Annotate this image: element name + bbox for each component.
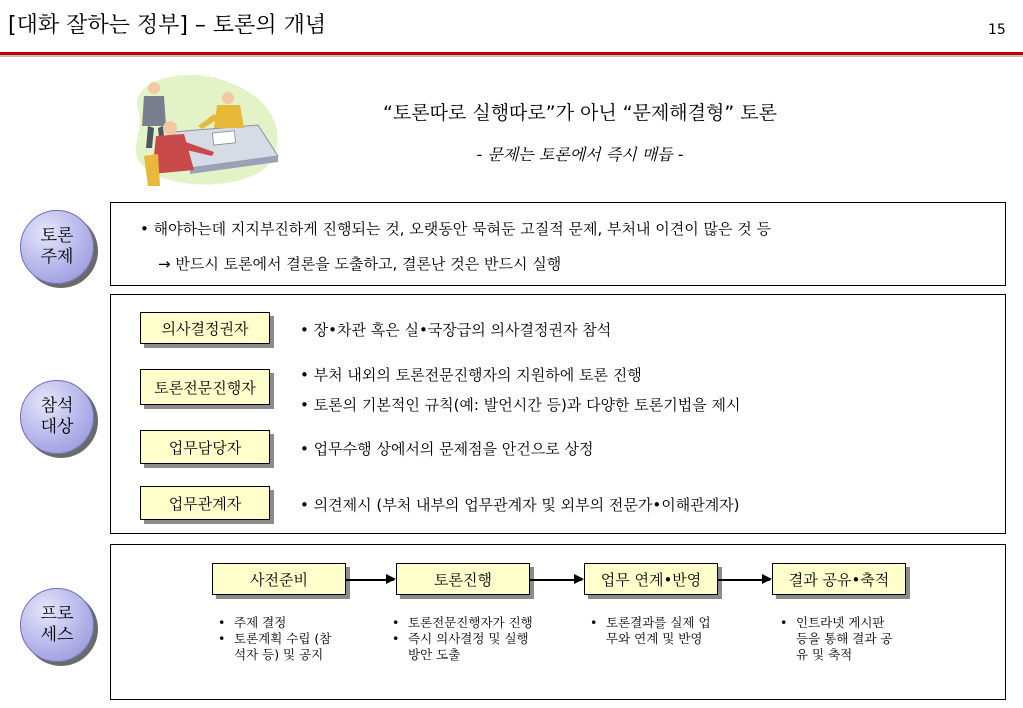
list-item: • 토론계획 수립 (참석자 등) 및 공지 bbox=[218, 631, 338, 663]
role-point-text: 토론의 기본적인 규칙(예: 발언시간 등)과 다양한 토론기법을 제시 bbox=[313, 396, 741, 414]
process-arrow bbox=[718, 579, 770, 581]
page-number: 15 bbox=[988, 22, 1006, 38]
list-item: • 주제 결정 bbox=[218, 615, 338, 631]
role-facilitator: 토론전문진행자 bbox=[140, 369, 270, 405]
participants-label-line2: 대상 bbox=[40, 417, 74, 437]
header-rule-shadow bbox=[0, 55, 1023, 57]
process-step-discuss-items bbox=[392, 615, 538, 663]
process-label-line1: 프로 bbox=[40, 604, 74, 624]
topic-label-line2: 주제 bbox=[40, 247, 74, 267]
role-stakeholder: 업무관계자 bbox=[140, 486, 270, 520]
list-item: • 토론전문진행자가 진행 bbox=[392, 615, 538, 631]
process-step-discuss: 토론진행 bbox=[396, 563, 530, 595]
role-facilitator-point-2: • 토론의 기본적인 규칙(예: 발언시간 등)과 다양한 토론기법을 제시 bbox=[300, 396, 741, 414]
process-arrow bbox=[346, 579, 394, 581]
role-decision-maker: 의사결정권자 bbox=[140, 312, 270, 344]
role-staff-point: • 업무수행 상에서의 문제점을 안건으로 상정 bbox=[300, 440, 594, 458]
process-label-line2: 세스 bbox=[40, 625, 74, 645]
list-item: • 즉시 의사결정 및 실행방안 도출 bbox=[392, 631, 538, 663]
topic-circle-label bbox=[20, 210, 94, 284]
process-step-prepare-items bbox=[218, 615, 338, 663]
role-point-text: 의견제시 (부처 내부의 업무관계자 및 외부의 전문가•이해관계자) bbox=[313, 496, 740, 514]
topic-bullet bbox=[140, 218, 771, 239]
topic-label-line1: 토론 bbox=[40, 226, 74, 246]
role-point-text: 업무수행 상에서의 문제점을 안건으로 상정 bbox=[313, 440, 594, 458]
list-item: • 토론결과를 실제 업무와 연계 및 반영 bbox=[590, 615, 718, 647]
process-circle-label bbox=[20, 588, 94, 662]
process-step-apply: 업무 연계•반영 bbox=[584, 563, 718, 595]
list-item: • 인트라넷 게시판 등을 통해 결과 공유 및 축적 bbox=[780, 615, 900, 663]
topic-arrow-line: → 반드시 토론에서 결론을 도출하고, 결론난 것은 반드시 실행 bbox=[158, 255, 562, 273]
role-stakeholder-point: • 의견제시 (부처 내부의 업무관계자 및 외부의 전문가•이해관계자) bbox=[300, 496, 740, 514]
role-point-text: 장•차관 혹은 실•국장급의 의사결정권자 참석 bbox=[313, 321, 612, 339]
role-decision-maker-point: • 장•차관 혹은 실•국장급의 의사결정권자 참석 bbox=[300, 321, 612, 339]
participants-label-line1: 참석 bbox=[40, 396, 74, 416]
intro-subline: - 문제는 토론에서 즉시 매듭 - bbox=[476, 145, 684, 164]
role-point-text: 부처 내외의 토론전문진행자의 지원하에 토론 진행 bbox=[313, 366, 642, 384]
intro-headline: “토론따로 실행따로”가 아닌 “문제해결형” 토론 bbox=[383, 102, 777, 124]
meeting-clipart-illustration bbox=[118, 70, 283, 190]
page-title: [대화 잘하는 정부] – 토론의 개념 bbox=[8, 13, 327, 38]
process-arrow bbox=[530, 579, 582, 581]
process-step-share-items bbox=[780, 615, 900, 663]
topic-bullet-text: 해야하는데 지지부진하게 진행되는 것, 오랫동안 묵혀둔 고질적 문제, 부처내 이견이 많은 것 등 bbox=[153, 220, 772, 238]
process-step-prepare: 사전준비 bbox=[212, 563, 346, 595]
role-facilitator-point-1: • 부처 내외의 토론전문진행자의 지원하에 토론 진행 bbox=[300, 366, 642, 384]
role-staff: 업무담당자 bbox=[140, 430, 270, 464]
participants-circle-label bbox=[20, 380, 94, 454]
process-step-apply-items bbox=[590, 615, 718, 647]
process-step-share: 결과 공유•축적 bbox=[772, 563, 906, 595]
bullet-dot: • bbox=[140, 220, 154, 238]
